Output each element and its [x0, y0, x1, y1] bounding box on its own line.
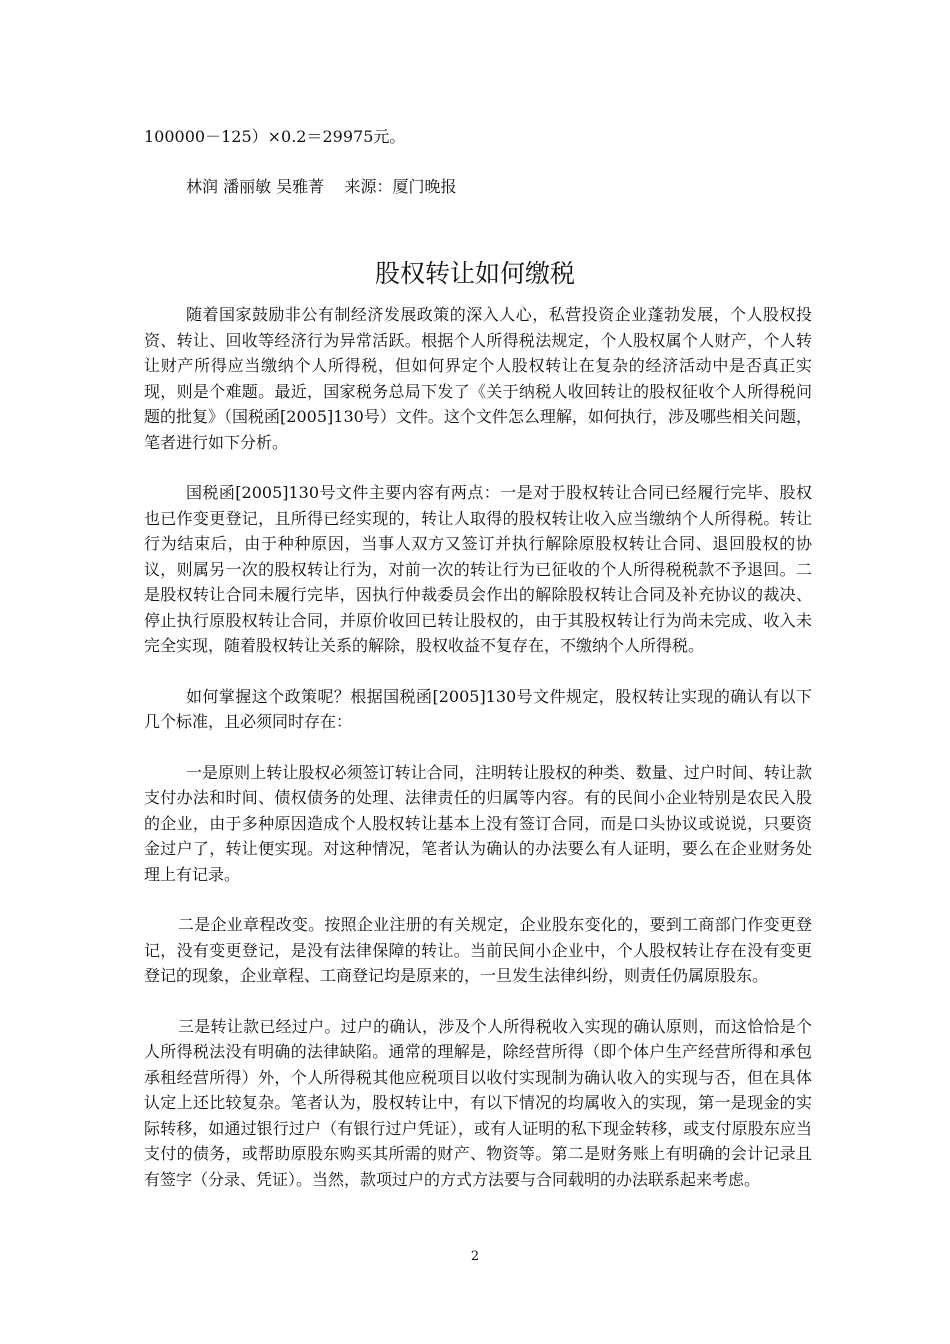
page-number: 2: [470, 1249, 480, 1264]
paragraph: 一是原则上转让股权必须签订转让合同，注明转让股权的种类、数量、过户时间、转让款支付办法和时间、债权债务的处理、法律责任的归属等内容。有的民间小企业特别是农民入股的企业，由于多种原因造成个人股权转让基本上没有签订合同，而是口头协议或说说，只要资金过户了，转让便实现。对这种情况，笔者认为确认的办法要么有人证明，要么在企业财务处理上有记录。: [144, 762, 812, 884]
paragraph: 如何掌握这个政策呢？根据国税函[2005]130号文件规定，股权转让实现的确认有以下几个标准，且必须同时存在：: [144, 686, 812, 731]
paragraph: 二是企业章程改变。按照企业注册的有关规定，企业股东变化的，要到工商部门作变更登记，没有变更登记，是没有法律保障的转让。当前民间小企业中，个人股权转让存在没有变更登记的现象，企业章程、工商登记均是原来的，一旦发生法律纠纷，则责任仍属原股东。: [144, 915, 812, 985]
article-title: 股权转让如何缴税: [374, 259, 575, 288]
article-body: [144, 302, 812, 1217]
paragraph: 国税函[2005]130号文件主要内容有两点：一是对于股权转让合同已经履行完毕、股权也已作变更登记，且所得已经实现的，转让人取得的股权转让收入应当缴纳个人所得税。转让行为结束后，由于种种原因，当事人双方又签订并执行解除原股权转让合同、退回股权的协议，则属另一次的股权转让行为，对前一次的转让行为已征收的个人所得税税款不予退回。二是股权转让合同未履行完毕，因执行仲裁委员会作出的解除股权转让合同及补充协议的裁决、停止执行原股权转让合同，并原价收回已转让股权的，由于其股权转让行为尚未完成、收入未完全实现，随着股权转让关系的解除，股权收益不复存在，不缴纳个人所得税。: [144, 483, 812, 655]
paragraph: 三是转让款已经过户。过户的确认，涉及个人所得税收入实现的确认原则，而这恰恰是个人所得税法没有明确的法律缺陷。通常的理解是，除经营所得（即个体户生产经营所得和承包承租经营所得）外，个人所得税其他应税项目以收付实现制为确认收入的实现与否，但在具体认定上还比较复杂。笔者认为，股权转让中，有以下情况的均属收入的实现，第一是现金的实际转移，如通过银行过户（有银行过户凭证），或有人证明的私下现金转移，或支付原股东应当支付的债务，或帮助原股东购买其所需的财产、物资等。第二是财务账上有明确的会计记录且有签字（分录、凭证）。当然，款项过户的方式方法要与合同载明的办法联系起来考虑。: [144, 1016, 812, 1189]
calculation-result-line: 100000－125）×0.2＝29975元。: [144, 127, 406, 146]
authors-source-line: 林润 潘丽敏 吴雅菁 来源：厦门晚报: [186, 177, 457, 196]
paragraph: 随着国家鼓励非公有制经济发展政策的深入人心，私营投资企业蓬勃发展，个人股权投资、转让、回收等经济行为异常活跃。根据个人所得税法规定，个人股权属个人财产，个人转让财产所得应当缴纳个人所得税，但如何界定个人股权转让在复杂的经济活动中是否真正实现，则是个难题。最近，国家税务总局下发了《关于纳税人收回转让的股权征收个人所得税问题的批复》（国税函[2005]130号）文件。这个文件怎么理解，如何执行，涉及哪些相关问题，笔者进行如下分析。: [144, 305, 812, 452]
